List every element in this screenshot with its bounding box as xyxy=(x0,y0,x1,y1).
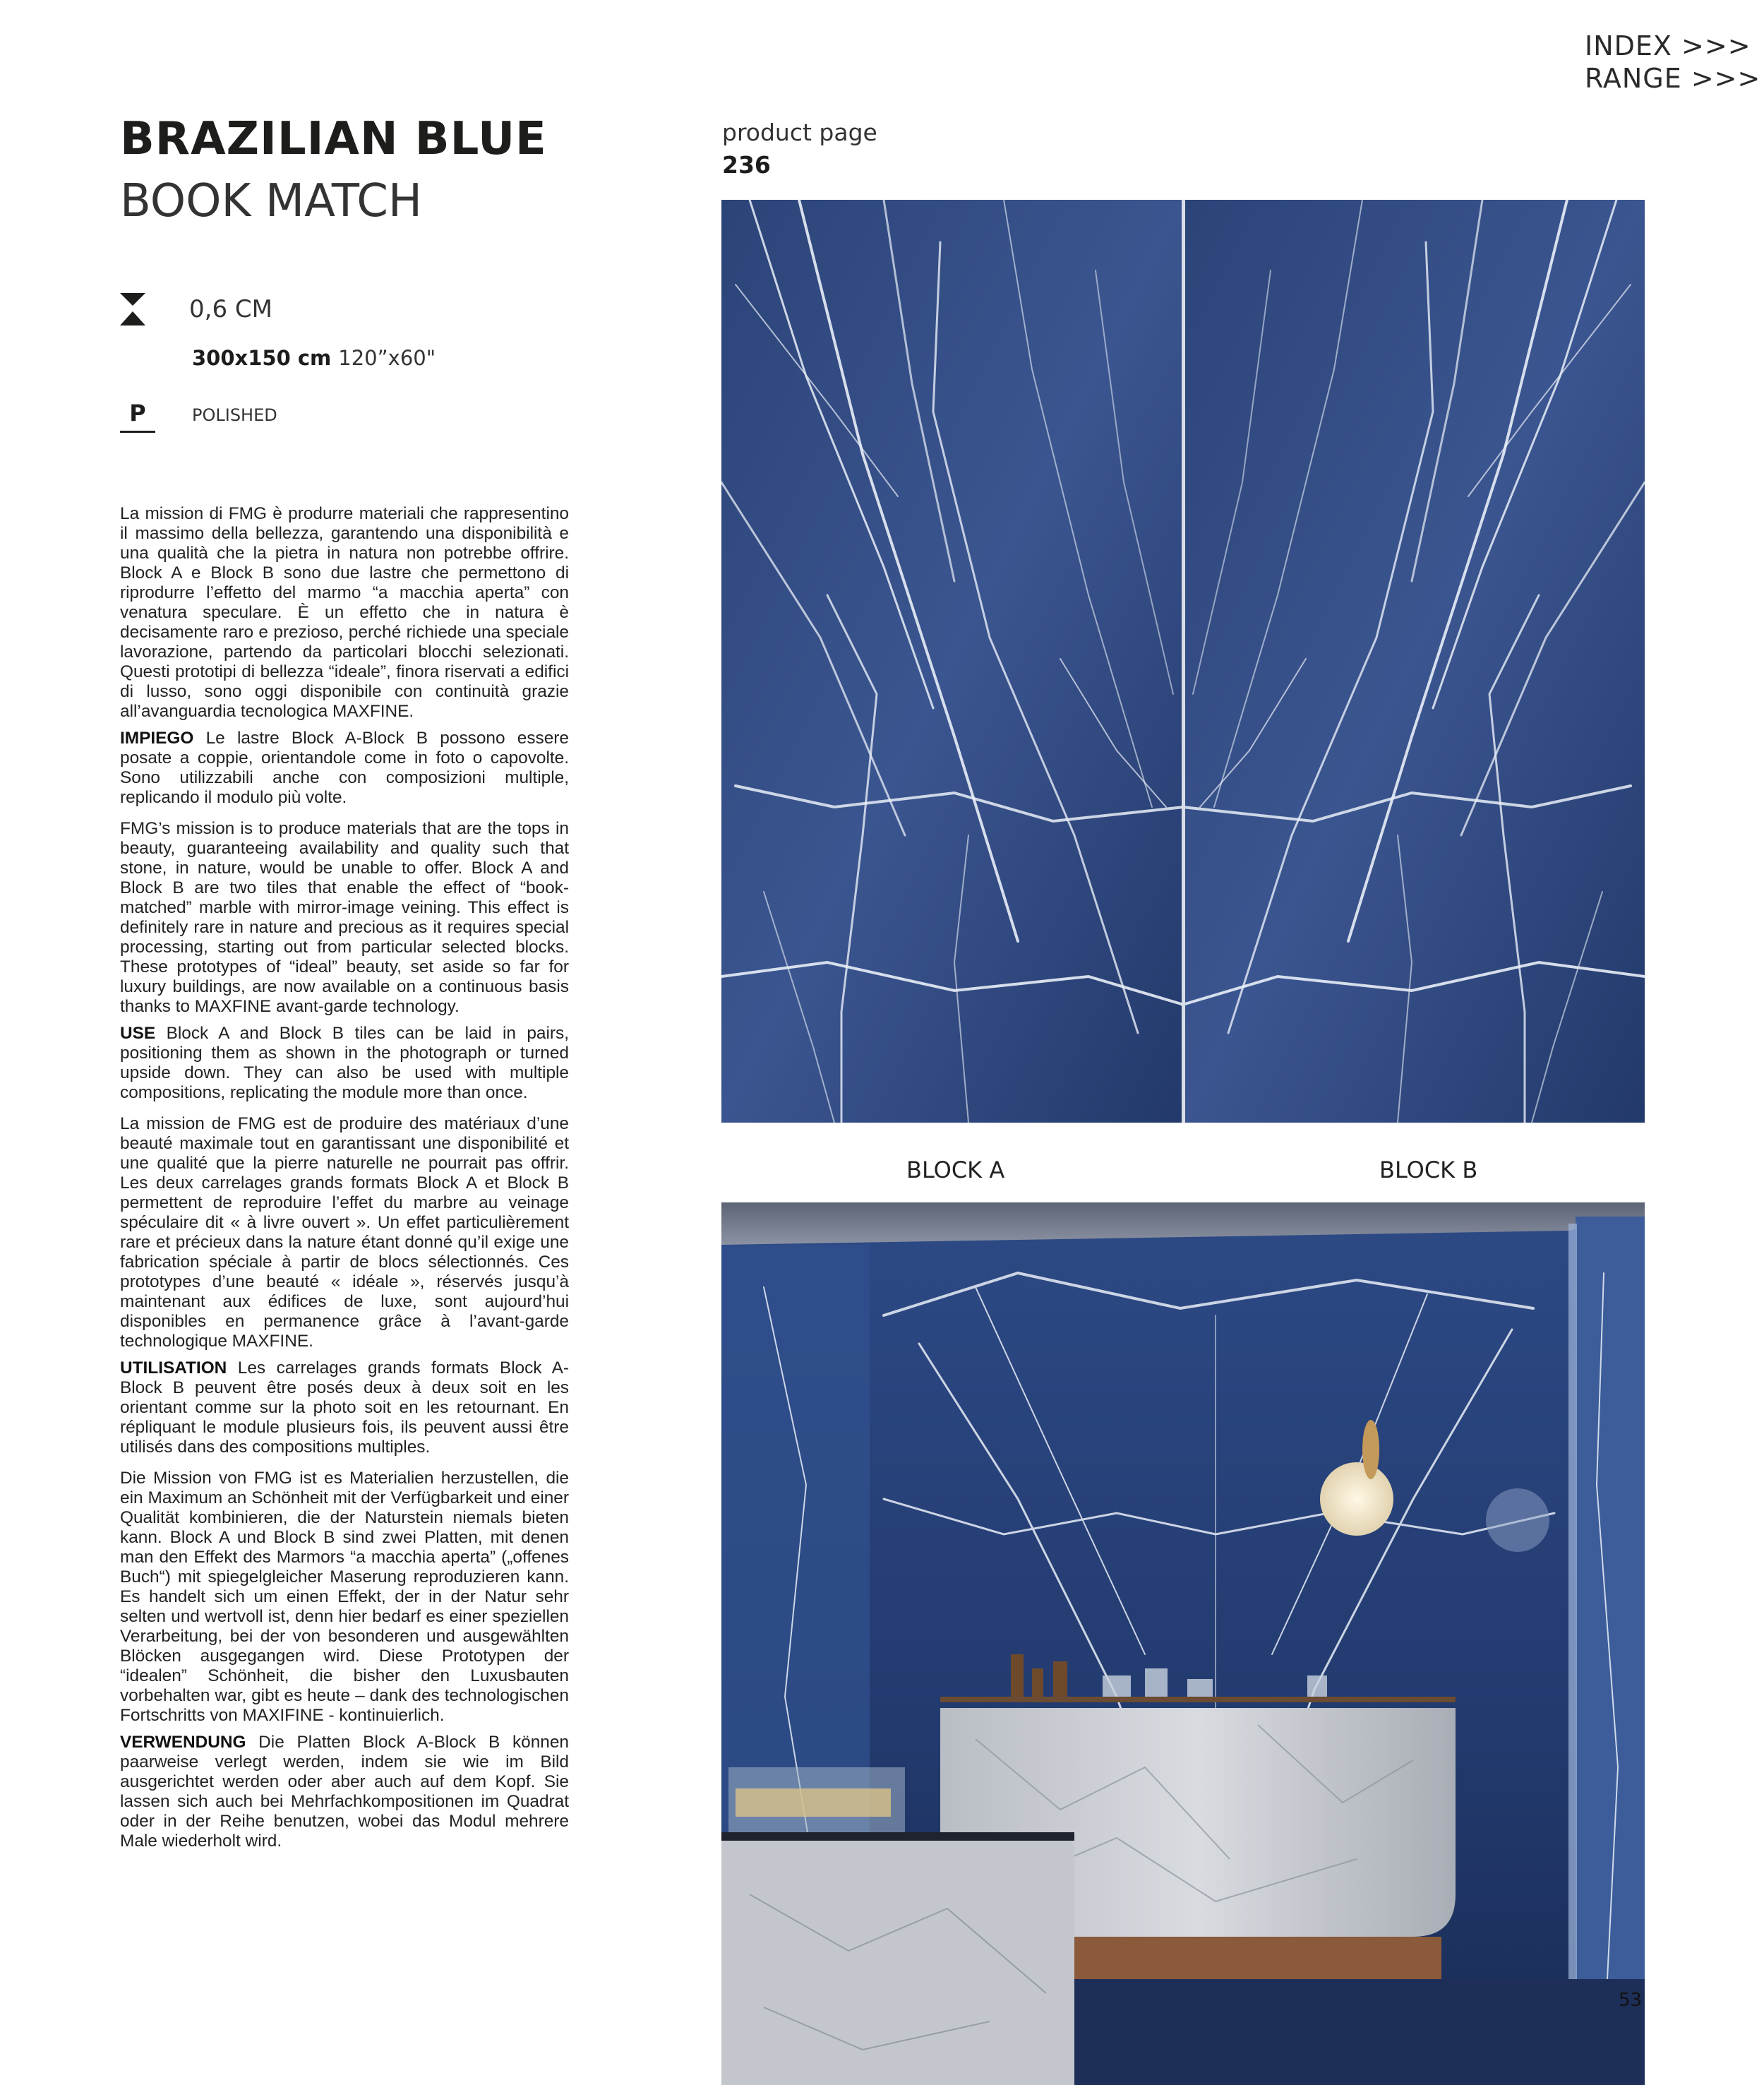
top-nav xyxy=(1585,30,1761,95)
interior-bar-scene-image xyxy=(721,1202,1645,2085)
italian-paragraph: La mission di FMG è produrre materiali che rappresentino il massimo della bellezza, garantendo una disponibilità e una qualità che la pietra in natura non potrebbe offrire. Block A e Block B sono due lastre che permettono di riprodurre l’effetto del marmo “a macchia aperta” con venatura speculare. È un effetto che in natura è decisamente raro e prezioso, perché richiede una speciale lavorazione, partendo da particolari blocchi selezionati. Questi prototipi di bellezza “ideale”, finora riservati a edifici di lusso, sono oggi disponibile con continuità grazie all’avanguardia tecnologica MAXFINE. xyxy=(120,504,569,721)
italian-use-label: IMPIEGO xyxy=(120,729,194,748)
thickness-icon xyxy=(120,293,145,325)
finish-label: POLISHED xyxy=(192,405,277,425)
book-match-slabs-image xyxy=(721,200,1645,1123)
french-use-paragraph: UTILISATION Les carrelages grands formats Block A-Block B peuvent être posés deux à deux soit en les orientant comme sur la photo soit en les retournant. En répliquant le module plusieurs fois, ils peuvent aussi être utilisés dans des compositions multiples. xyxy=(120,1358,569,1457)
size-inches: 120”x60" xyxy=(338,346,436,370)
product-title: BRAZILIAN BLUE xyxy=(120,113,547,165)
page-number: 53 xyxy=(1619,1990,1643,2011)
size-cm: 300x150 cm xyxy=(192,346,332,370)
size-line xyxy=(192,346,436,371)
italian-use-paragraph: IMPIEGO Le lastre Block A-Block B possono essere posate a coppie, orientandole come in foto o capovolte. Sono utilizzabili anche con composizioni multiple, replicando il modulo più volte. xyxy=(120,729,569,807)
description xyxy=(120,504,569,1863)
index-link[interactable]: INDEX >>> xyxy=(1585,30,1751,61)
block-b-label: BLOCK B xyxy=(1379,1157,1478,1183)
german-paragraph: Die Mission von FMG ist es Materialien herzustellen, die ein Maximum an Schönheit mit der Verfügbarkeit und einer Qualität kombinieren, die der Naturstein niemals bieten kann. Block A und Block B sind zwei Platten, mit denen man den Effekt des Marmors “a macchia aperta” („offenes Buch“) mit spiegelgleicher Maserung reproduzieren kann. Es handelt sich um einen Effekt, der in der Natur sehr selten und wertvoll ist, denn hier bedarf es einer speziellen Verarbeitung, bei der von besonderen und ausgewählten Blöcken ausgegangen wird. Diese Prototypen der “idealen” Schönheit, die bisher den Luxusbauten vorbehalten war, gibt es heute – dank des technologischen Fortschritts von MAXIFINE - kontinuierlich. xyxy=(120,1469,569,1725)
product-page-number[interactable]: 236 xyxy=(722,151,771,179)
finish-icon: P xyxy=(120,399,155,433)
french-paragraph: La mission de FMG est de produire des matériaux d’une beauté maximale tout en garantissant une disponibilité et une qualité que la pierre naturelle ne pourrait pas offrir. Les deux carrelages grands formats Block A et Block B permettent de reproduire l’effet du marbre au veinage spéculaire dit « à livre ouvert ». Un effet particulièrement rare et précieux dans la nature étant donné qu’il exige une fabrication spéciale à partir de blocs sélectionnés. Ces prototypes d’une beauté « idéale », réservés jusqu’à maintenant aux édifices de luxe, sont aujourd’hui disponibles en permanence grâce à l’avant-garde technologique MAXFINE. xyxy=(120,1114,569,1351)
german-use-label: VERWENDUNG xyxy=(120,1733,246,1752)
thickness-value: 0,6 CM xyxy=(189,295,272,323)
english-use-label: USE xyxy=(120,1024,156,1043)
slab-joint xyxy=(1182,200,1185,1123)
range-link[interactable]: RANGE >>> xyxy=(1585,63,1761,94)
product-page-label: product page xyxy=(722,119,877,146)
french-use-label: UTILISATION xyxy=(120,1358,227,1378)
product-subtitle: BOOK MATCH xyxy=(120,175,423,227)
english-use-paragraph: USE Block A and Block B tiles can be laid in pairs, positioning them as shown in the photograph or turned upside down. They can also be used with multiple compositions, replicating the module more than once. xyxy=(120,1024,569,1102)
block-a-label: BLOCK A xyxy=(906,1157,1005,1183)
english-paragraph: FMG’s mission is to produce materials that are the tops in beauty, guaranteeing availability and quality such that stone, in nature, would be unable to offer. Block A and Block B are two tiles that enable the effect of “book-matched” marble with mirror-image veining. This effect is definitely rare in nature and precious as it requires special processing, starting out from particular selected blocks. These prototypes of “ideal” beauty, set aside so far for luxury buildings, are now available on a continuous basis thanks to MAXFINE avant-garde technology. xyxy=(120,819,569,1016)
german-use-paragraph: VERWENDUNG Die Platten Block A-Block B können paarweise verlegt werden, indem sie wie im Bild ausgerichtet werden oder aber auch auf dem Kopf. Sie lassen sich auch bei Mehrfachkompositionen im Quadrat oder in der Reihe benutzen, wobei das Modul mehrere Male wiederholt wird. xyxy=(120,1733,569,1851)
